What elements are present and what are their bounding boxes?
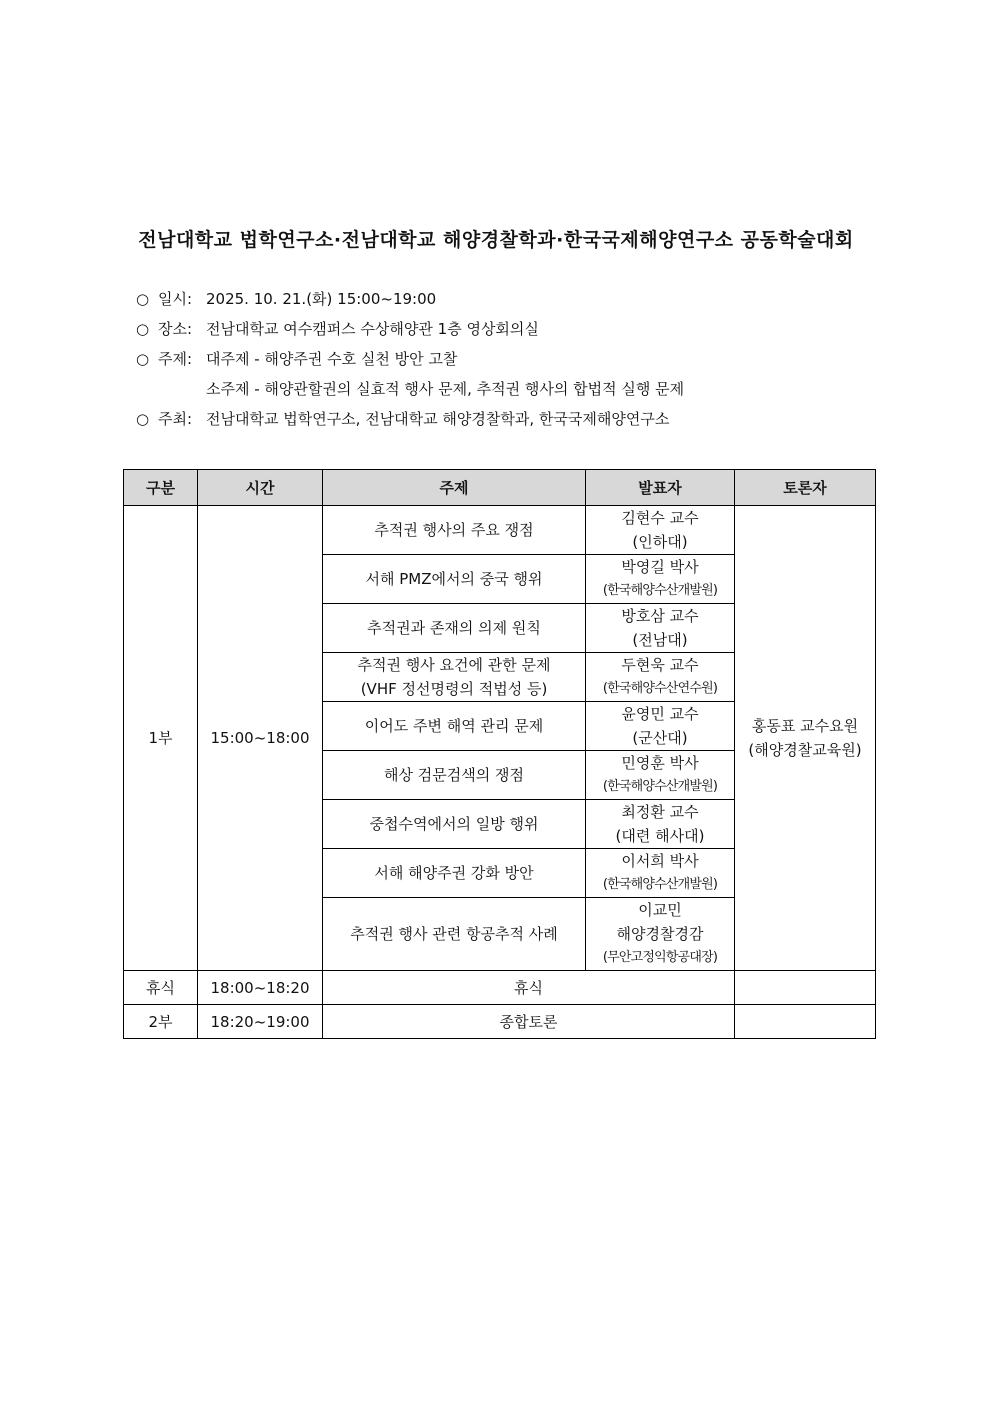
session-topic [323,751,586,800]
speaker-org: (한국해양수산연수원) [602,681,718,696]
program-table [123,469,876,1039]
speaker-name: 최정환 교수 [621,803,699,821]
info-host [136,404,684,434]
part2-row [124,1005,876,1039]
discussant-name: 홍동표 교수요원 [751,717,859,735]
part2-time: 18:20~19:00 [198,1005,323,1039]
part2-label: 2부 [124,1005,198,1039]
table-body [124,506,876,1039]
header-speaker: 발표자 [586,470,735,506]
host-value: 전남대학교 법학연구소, 전남대학교 해양경찰학과, 한국국제해양연구소 [206,410,670,428]
session-speaker [586,800,735,849]
speaker-role: 해양경찰경감 [616,925,704,943]
topic-line: 서해 해양주권 강화 방안 [374,864,534,882]
session-topic [323,898,586,971]
break-discussant [735,971,876,1005]
speaker-name: 이서희 박사 [621,852,699,870]
session-topic [323,849,586,898]
part2-topic: 종합토론 [323,1005,735,1039]
speaker-org: (한국해양수산개발원) [602,583,718,598]
theme-label: 주제: [158,350,193,368]
session-topic [323,800,586,849]
speaker-name: 두현욱 교수 [621,656,699,674]
speaker-org: (한국해양수산개발원) [602,877,718,892]
break-topic: 휴식 [323,971,735,1005]
part1-label: 1부 [124,506,198,971]
theme-sub: 소주제 - 해양관할권의 실효적 행사 문제, 추적권 행사의 합법적 실행 문제 [206,380,685,398]
session-speaker [586,751,735,800]
topic-line: 추적권과 존재의 의제 원칙 [367,619,541,637]
speaker-org: (군산대) [632,729,688,747]
topic-line: (VHF 정선명령의 적법성 등) [360,680,548,698]
session-speaker [586,653,735,702]
part1-time: 15:00~18:00 [198,506,323,971]
break-time: 18:00~18:20 [198,971,323,1005]
header-time: 시간 [198,470,323,506]
session-topic [323,604,586,653]
circle-bullet-icon: ○ [136,410,150,428]
speaker-name: 이교민 [638,901,682,919]
session-speaker [586,506,735,555]
info-place [136,314,684,344]
session-topic [323,555,586,604]
session-speaker [586,849,735,898]
speaker-name: 박영길 박사 [621,558,699,576]
table-header-row [124,470,876,506]
date-label: 일시: [158,290,193,308]
date-value: 2025. 10. 21.(화) 15:00~19:00 [206,290,437,308]
circle-bullet-icon: ○ [136,290,150,308]
session-speaker [586,702,735,751]
theme-main: 대주제 - 해양주권 수호 실천 방안 고찰 [206,350,458,368]
header-division: 구분 [124,470,198,506]
topic-line: 이어도 주변 해역 관리 문제 [364,717,544,735]
place-label: 장소: [158,320,193,338]
speaker-org: (한국해양수산개발원) [602,779,718,794]
topic-line: 중첩수역에서의 일방 행위 [369,815,539,833]
session-topic [323,653,586,702]
discussant-org: (해양경찰교육원) [748,741,862,759]
speaker-name: 윤영민 교수 [621,705,699,723]
header-topic: 주제 [323,470,586,506]
info-date [136,284,684,314]
session-topic [323,702,586,751]
circle-bullet-icon: ○ [136,320,150,338]
speaker-org: (대련 해사대) [615,827,705,845]
place-value: 전남대학교 여수캠퍼스 수상해양관 1층 영상회의실 [206,320,539,338]
speaker-org: (무안고정익항공대장) [602,950,718,965]
topic-line: 서해 PMZ에서의 중국 행위 [365,570,543,588]
break-label: 휴식 [124,971,198,1005]
session-speaker [586,604,735,653]
speaker-name: 방호삼 교수 [621,607,699,625]
part1-discussant [735,506,876,971]
topic-line: 추적권 행사 요건에 관한 문제 [357,656,551,674]
speaker-org: (전남대) [632,631,688,649]
topic-line: 해상 검문검색의 쟁점 [384,766,524,784]
speaker-org: (인하대) [632,533,688,551]
header-discussant: 토론자 [735,470,876,506]
session-row [124,506,876,555]
topic-line: 추적권 행사 관련 항공추적 사례 [350,925,558,943]
session-speaker [586,555,735,604]
host-label: 주최: [158,410,193,428]
topic-line: 추적권 행사의 주요 쟁점 [374,521,534,539]
event-info [136,284,684,434]
speaker-name: 김현수 교수 [621,509,699,527]
circle-bullet-icon: ○ [136,350,150,368]
part2-discussant [735,1005,876,1039]
info-theme [136,344,684,374]
speaker-name: 민영훈 박사 [621,754,699,772]
session-topic [323,506,586,555]
page-title: 전남대학교 법학연구소·전남대학교 해양경찰학과·한국국제해양연구소 공동학술대회 [138,229,854,251]
session-speaker [586,898,735,971]
break-row [124,971,876,1005]
